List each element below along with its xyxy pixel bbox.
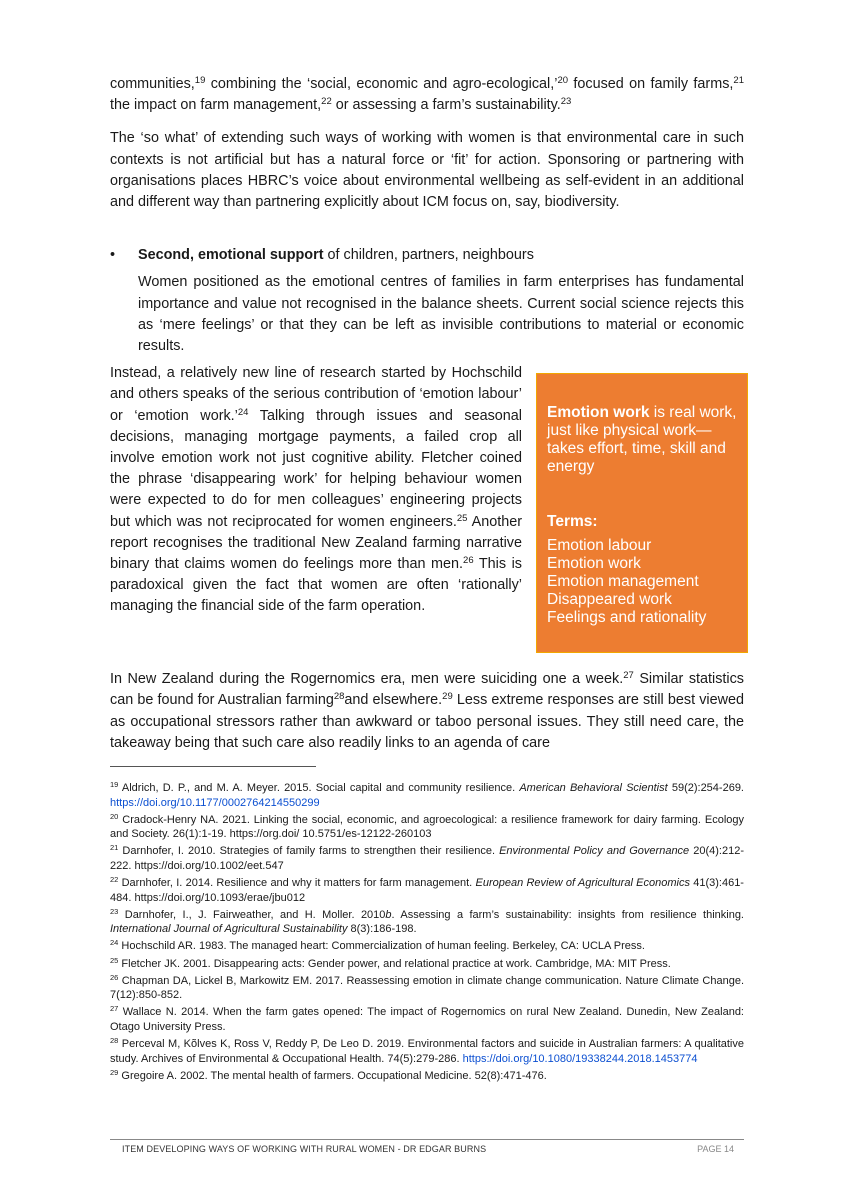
footnote-link[interactable]: https://doi.org/10.1080/19338244.2018.1453774: [462, 1052, 698, 1065]
callout-terms-title: Terms:: [547, 513, 598, 531]
footnote-ref-24[interactable]: 24: [237, 406, 249, 418]
callout-box: [536, 373, 748, 653]
paragraph-1: [110, 74, 744, 116]
footnote-24: $^{24}$ Hochschild AR. 1983. The managed heart: Commercialization of human feeling. Berkeley, CA: UCLA Press.: [110, 938, 645, 953]
text: focused on family farms,: [568, 76, 734, 92]
text: the impact on farm management,: [110, 97, 322, 114]
footnote-19: $^{19}$ Aldrich, D. P., and M. A. Meyer. 2015. Social capital and community resilience. American Behavioral Scientist 59(2):254-269. https://doi.org/10.1177/0002764214550299: [110, 780, 744, 809]
callout-term: Emotion labour: [547, 537, 652, 555]
footnote-ref-20[interactable]: 20: [557, 75, 569, 86]
text: This is paradoxical given the fact that women are often ‘rationally’ managing the financial side of the farm operation.: [110, 556, 522, 615]
footnote-ref-28[interactable]: 28: [333, 691, 345, 703]
footnote-ref-29[interactable]: 29: [442, 691, 453, 703]
footnote-29: $^{29}$ Gregoire A. 2002. The mental health of farmers. Occupational Medicine. 52(8):471-476.: [110, 1067, 547, 1082]
bullet-bold: Second, emotional support: [138, 247, 324, 264]
footnote-21: $^{21}$ Darnhofer, I. 2010. Strategies of family farms to strengthen their resilience. Environmental Policy and Governance 20(4):212-222. https://doi.org/10.1002/eet.547: [110, 843, 744, 873]
footnote-27: $^{27}$ Wallace N. 2014. When the farm gates opened: The impact of Rogernomics on rural New Zealand. Dunedin, New Zealand: Otago University Press.: [110, 1004, 744, 1033]
text: Similar statistics can be found for Australian farming: [110, 671, 744, 709]
footnote-ref-21[interactable]: 21: [733, 75, 744, 86]
text: combining the ‘social, economic and agro-ecological,’: [205, 76, 558, 92]
paragraph-4: [110, 363, 522, 617]
callout-term: Feelings and rationality: [547, 609, 707, 627]
text: and elsewhere.: [344, 692, 443, 709]
text-with-callout: [110, 363, 744, 663]
page-footer: [110, 1139, 744, 1154]
text: or assessing a farm’s sustainability.: [331, 97, 561, 114]
bullet-text: of children, partners, neighbours: [323, 247, 534, 264]
text: Another report recognises the traditional New Zealand farming narrative binary that claims women do feelings more than men.: [110, 513, 522, 573]
footnote-ref-27[interactable]: 27: [623, 670, 634, 682]
page-content: [110, 74, 744, 1086]
footnotes: [110, 781, 744, 1083]
bullet-item: [110, 245, 744, 266]
footnote-ref-23[interactable]: 23: [560, 96, 572, 108]
footnote-26: $^{26}$ Chapman DA, Lickel B, Markowitz EM. 2017. Reassessing emotion in climate change communication. Nature Climate Change. 7(12):850-852.: [110, 972, 744, 1002]
footnote-28: $^{28}$ Perceval M, Kõlves K, Ross V, Reddy P, De Leo D. 2019. Environmental factors and suicide in Australian farmers: A qualitative study. Archives of Environmental & Occupational Health. 74(5):279-286. https://doi.org/10.1080/19338244.2018.1453774: [110, 1036, 744, 1065]
footnote-ref-25[interactable]: 25: [456, 512, 468, 524]
footnote-20: $^{20}$ Cradock-Henry NA. 2021. Linking the social, economic, and agroecological: a resilience framework for dairy farming. Ecology and Society. 26(1):1-19. https://org.doi/ 10.5751/es-12122-260103: [110, 811, 744, 841]
footnote-link[interactable]: https://doi.org/10.1177/0002764214550299: [110, 796, 320, 809]
callout-term: Emotion work: [547, 555, 641, 573]
text: Talking through issues and seasonal decisions, managing mortgage payments, a failed crop all involve emotion work not just cognitive ability. Fletcher coined the phrase ‘disappearing work’ for helping behaviour women were expected to do for men colleagues’ engineering projects but which was not reciprocated for women engineers.: [110, 407, 522, 530]
callout-bold: Emotion work: [547, 404, 650, 422]
text: In New Zealand during the Rogernomics era, men were suiciding one a week.: [110, 671, 624, 688]
footer-title: ITEM DEVELOPING WAYS OF WORKING WITH RURAL WOMEN - DR EDGAR BURNS: [122, 1144, 487, 1154]
callout-statement: [547, 404, 737, 476]
paragraph-3: Women positioned as the emotional centres of families in farm enterprises has fundamental importance and value not recognised in the balance sheets. Current social science rejects this as ‘mere feelings’ or that they can be left as invisible contributions to material or economic results.: [138, 274, 744, 355]
text: communities,: [110, 76, 195, 92]
paragraph-2: The ‘so what’ of extending such ways of working with women is that environmental care in such contexts is not artificial but has a natural force or ‘fit’ for action. Sponsoring or partnering with organisations places HBRC’s voice about environmental wellbeing as self-evident in an additional and different way than partnering explicitly about ICM focus on, say, biodiversity.: [110, 130, 744, 211]
paragraph-5: [110, 669, 744, 754]
bullet-icon: •: [110, 247, 116, 264]
footnote-ref-26[interactable]: 26: [463, 555, 474, 567]
footnote-ref-22[interactable]: 22: [321, 96, 332, 108]
callout-term: Emotion management: [547, 573, 699, 591]
page-number: PAGE 14: [697, 1144, 734, 1154]
text: Less extreme responses are still best viewed as occupational stressors rather than awkward or taboo personal issues. They still need care, the takeaway being that such care also readily links to an agenda of care: [110, 692, 744, 751]
footnote-22: $^{22}$ Darnhofer, I. 2014. Resilience and why it matters for farm management. European Review of Agricultural Economics 41(3):461-484. https://doi.org/10.1093/erae/jbu012: [110, 875, 744, 904]
callout-term: Disappeared work: [547, 591, 672, 609]
footnote-divider: [110, 766, 316, 767]
footnote-25: $^{25}$ Fletcher JK. 2001. Disappearing acts: Gender power, and relational practice at work. Cambridge, MA: MIT Press.: [110, 955, 671, 970]
text: Instead, a relatively new line of research started by Hochschild and others speaks of the serious contribution of ‘emotion labour’ or ‘emotion work.’: [110, 365, 522, 424]
footnote-ref-19[interactable]: 19: [194, 75, 206, 86]
footnote-23: $^{23}$ Darnhofer, I., J. Fairweather, and H. Moller. 2010b. Assessing a farm’s sustainability: insights from resilience thinking. International Journal of Agricultural Sustainability 8(3):186-198.: [110, 906, 744, 936]
callout-text: is real work, just like physical work—takes effort, time, skill and energy: [547, 404, 737, 476]
